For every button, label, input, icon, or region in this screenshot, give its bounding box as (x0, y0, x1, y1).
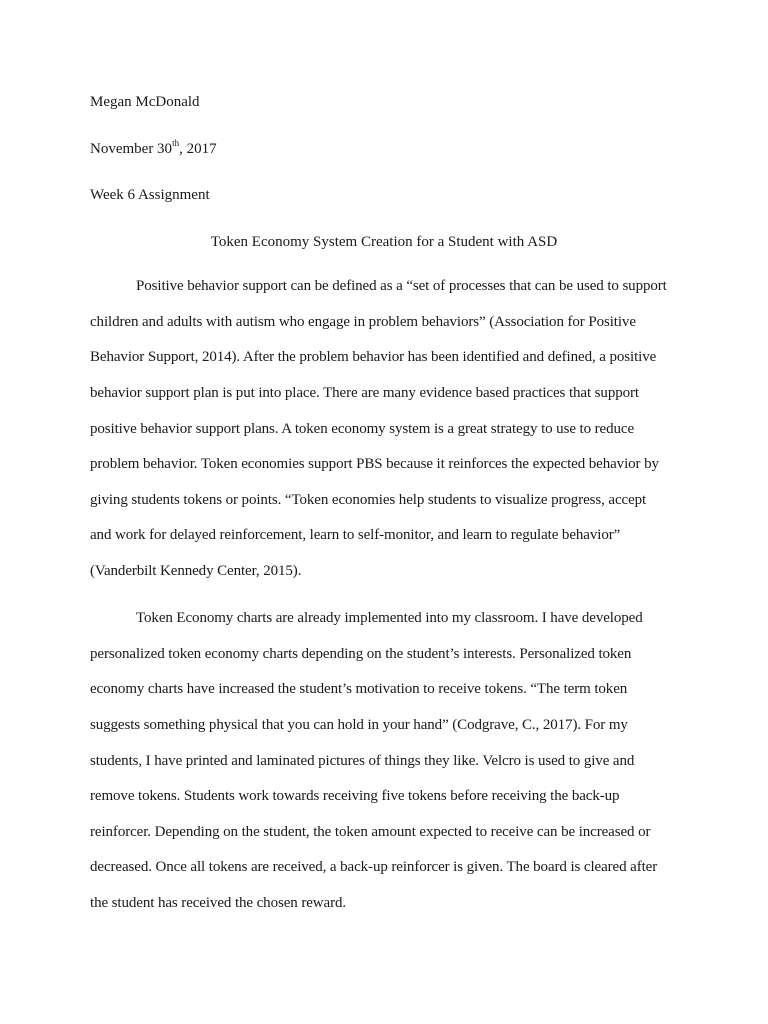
assignment-label: Week 6 Assignment (90, 187, 210, 203)
paragraph-line: behavior support plan is put into place. There are many evidence based practices that support (90, 385, 639, 401)
paragraph-line: Positive behavior support can be defined as a “set of processes that can be used to support (136, 278, 667, 294)
paragraph-line: reinforcer. Depending on the student, the token amount expected to receive can be increased or (90, 824, 651, 840)
date-year: , 2017 (179, 141, 217, 157)
paragraph-line: (Vanderbilt Kennedy Center, 2015). (90, 563, 302, 579)
paragraph-line: giving students tokens or points. “Token economies help students to visualize progress, accept (90, 492, 647, 508)
date-line (90, 139, 217, 159)
paragraph-line: decreased. Once all tokens are received, a back-up reinforcer is given. The board is cleared after (90, 859, 658, 875)
paragraph-line: Token Economy charts are already implemented into my classroom. I have developed (136, 610, 643, 626)
paragraph-line: the student has received the chosen reward. (90, 895, 347, 911)
paragraph-line: remove tokens. Students work towards receiving five tokens before receiving the back-up (90, 788, 620, 804)
date-ordinal-suffix: th (172, 138, 180, 148)
paragraph-line: personalized token economy charts depending on the student’s interests. Personalized token (90, 646, 632, 662)
paragraph-line: students, I have printed and laminated pictures of things they like. Velcro is used to give and (90, 753, 635, 769)
paragraph-line: economy charts have increased the student’s motivation to receive tokens. “The term token (90, 681, 628, 697)
paragraph-line: positive behavior support plans. A token economy system is a great strategy to use to reduce (90, 421, 635, 437)
paragraph-line: suggests something physical that you can hold in your hand” (Codgrave, C., 2017). For my (90, 717, 628, 733)
paragraph-line: problem behavior. Token economies support PBS because it reinforces the expected behavior by (90, 456, 659, 472)
paragraph-line: Behavior Support, 2014). After the problem behavior has been identified and defined, a positive (90, 349, 657, 365)
author-name: Megan McDonald (90, 94, 200, 110)
paragraph-line: children and adults with autism who engage in problem behaviors” (Association for Positive (90, 314, 636, 330)
document-title: Token Economy System Creation for a Student with ASD (210, 234, 558, 250)
paragraph-line: and work for delayed reinforcement, learn to self-monitor, and learn to regulate behavior” (90, 527, 621, 543)
date-month-day: November 30 (90, 141, 173, 157)
